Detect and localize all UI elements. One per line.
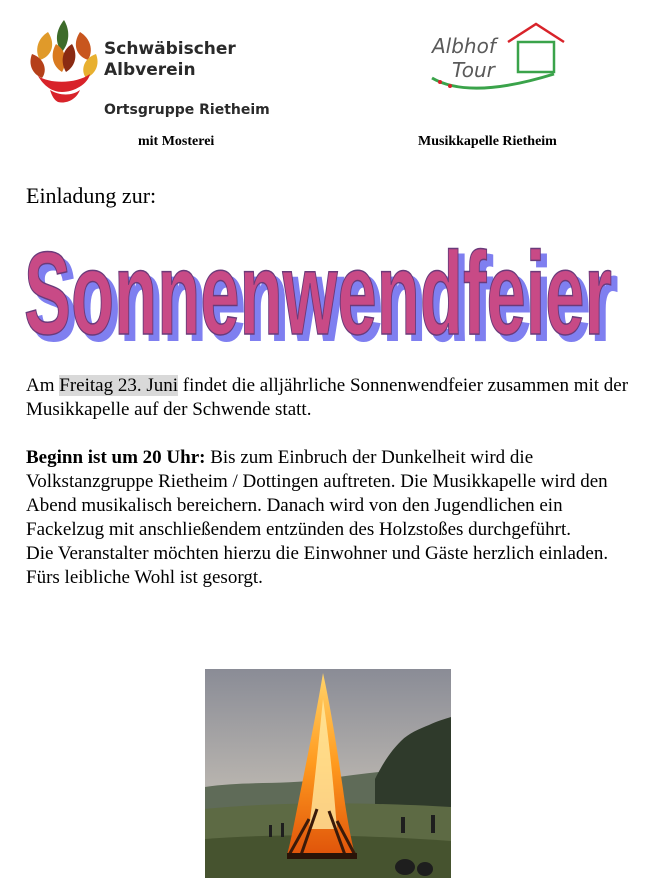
event-title-shadow: Sonnenwendfeier [30,234,618,358]
start-time: Beginn ist um 20 Uhr: [26,447,206,468]
body-text [26,374,638,590]
albverein-name-line1: Schwäbischer [104,39,236,59]
paragraph2-text: Bis zum Einbruch der Dunkelheit wird die Volkstanzgruppe Rietheim / Dottingen auftreten. Die Musikkapelle wird den Abend musikalisch bereichern. Danach wird von den Jugendlichen ein Fackelzug mit anschließendem entzünden des Holzstoßes durchgeführt. [26,447,608,540]
left-caption: mit Mosterei [138,134,215,149]
paragraph1-suffix: findet die alljährliche Sonnenwendfeier zusammen mit der Musikkapelle auf der Schwende statt. [26,375,629,420]
paragraph-welcome: Die Veranstalter möchten hierzu die Einwohner und Gäste herzlich einladen. Fürs leibliche Wohl ist gesorgt. [26,543,609,588]
albverein-subtitle: Ortsgruppe Rietheim [104,102,270,118]
event-date-highlight: Freitag 23. Juni [59,375,178,396]
bonfire-photo [205,669,451,878]
paragraph1-prefix: Am [26,375,60,396]
paragraph-date [26,374,638,422]
invitation-heading: Einladung zur: [26,183,157,208]
event-title: Sonnenwendfeier [24,228,612,358]
albverein-name-line2: Albverein [104,60,196,80]
albhof-text-line1: Albhof [432,34,496,58]
albhof-text-line2: Tour [452,58,495,82]
event-title-graphic [22,226,622,358]
albverein-name [104,39,236,81]
right-caption: Musikkapelle Rietheim [418,134,557,149]
paragraph-schedule [26,446,638,542]
